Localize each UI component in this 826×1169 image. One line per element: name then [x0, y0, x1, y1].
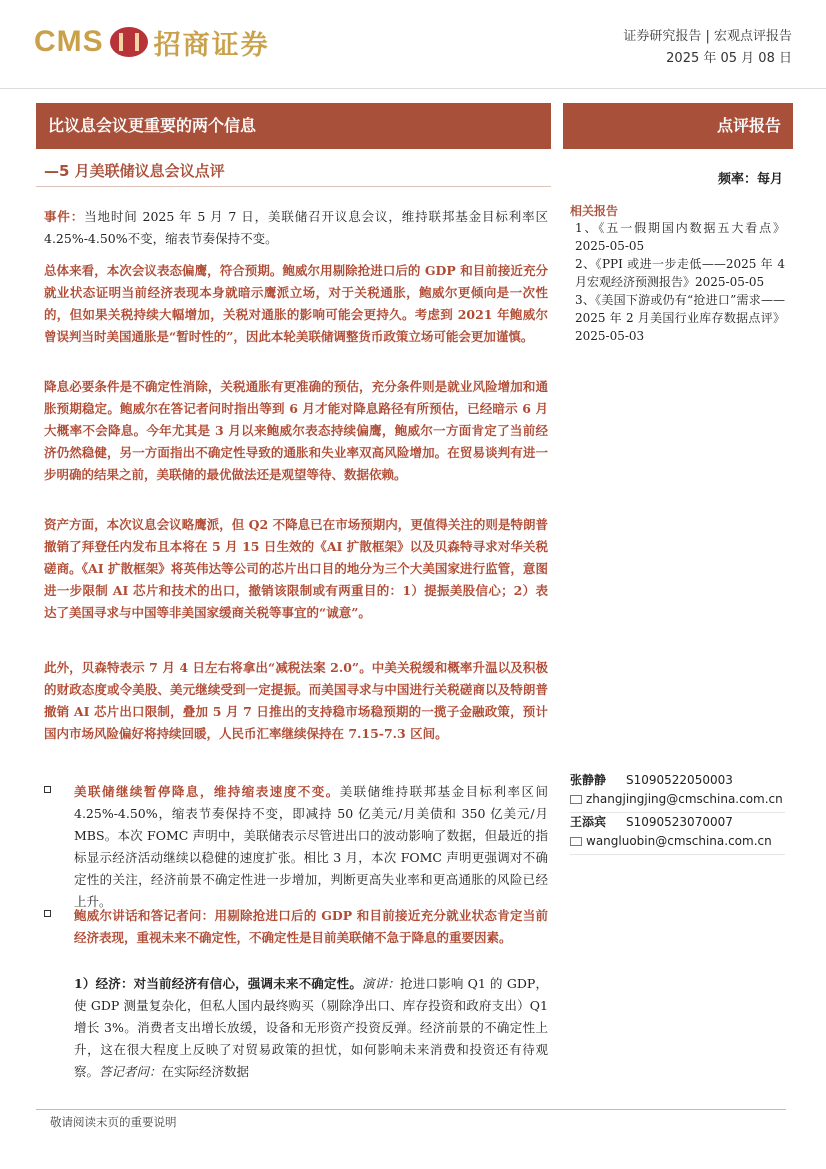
report-date: 2025 年 05 月 08 日: [666, 51, 792, 66]
sub-point-lead: 1）经济：对当前经济有信心，强调未来不确定性。: [74, 976, 363, 991]
frequency: 频率：每月: [718, 172, 784, 187]
footer-note: 敬请阅读末页的重要说明: [50, 1115, 177, 1129]
bullet-lead: 鲍威尔讲话和答记者问：用剔除抢进口后的 GDP 和目前接近充分就业状态肯定当前经济表现，重视未来不确定性，不确定性是目前美联储不急于降息的重要因素。: [74, 908, 548, 945]
company-logo: [34, 22, 270, 62]
analyst-cert: S1090522050003: [626, 773, 733, 787]
sub-point-text-2: 在实际经济数据: [161, 1064, 250, 1079]
summary-paragraph-3: 资产方面，本次议息会议略鹰派，但 Q2 不降息已在市场预期内，更值得关注的则是特朗普撤销了拜登任内发布且本将在 5 月 15 日生效的《AI 扩散框架》以及贝森特寻求对华关税磋商。《AI 扩散框架》将英伟达等公司的芯片出口目的地分为三个大美国家进行监管，意图进一步限制 AI 芯片和技术的出口，撤销该限制或有两重目的：1）提振美股信心；2）表达了美国寻求与中国等非美国家缓商关税等事宜的“诚意”。: [44, 517, 548, 620]
logo-chinese: 招商证券: [153, 29, 270, 61]
logo-emblem-icon: [110, 27, 148, 57]
analyst-email[interactable]: zhangjingjing@cmschina.com.cn: [586, 792, 783, 806]
logo-latin: CMS: [34, 25, 104, 58]
sub-point-text-1: 抢进口影响 Q1 的 GDP，使 GDP 测量复杂化，但私人国内最终购买（剔除净出口、库存投资和政府支出）Q1 增长 3%。消费者支出增长放缓，设备和无形资产投资反弹。经济前景的不确定性上升，这在很大程度上反映了对贸易政策的担忧，如何影响未来消费和投资还有待观察。: [74, 976, 548, 1079]
analyst-card: [570, 771, 783, 809]
analyst-divider: [570, 854, 785, 855]
bullet-text: 美联储维持联邦基金目标利率区间 4.25%-4.50%，缩表节奏保持不变，即减持 50 亿美元/月美债和 350 亿美元/月 MBS。本次 FOMC 声明中，美联储表示尽管进出口的波动影响了数据，但最近的指标显示经济活动继续以稳健的速度扩张。相比 3 月，本次 FOMC 声明更强调对不确定性的关注，经济前景不确定性进一步增加，判断更高失业率和更高通胀的风险已经上升。: [74, 784, 548, 909]
header-meta: [623, 26, 792, 70]
summary-paragraph-4: 此外，贝森特表示 7 月 4 日左右将拿出“减税法案 2.0”。中美关税缓和概率升温以及积极的财政态度或令美股、美元继续受到一定提振。而美国寻求与中国进行关税磋商以及特朗普撤销 AI 芯片出口限制，叠加 5 月 7 日推出的支持稳市场稳预期的一揽子金融政策，预计国内市场风险偏好将持续回暖，人民币汇率继续保持在 7.15-7.3 区间。: [44, 660, 548, 741]
report-type: 点评报告: [563, 103, 793, 149]
checkbox-bullet-icon: [44, 786, 51, 793]
subtitle-divider: [36, 186, 551, 187]
related-reports-heading: 相关报告: [570, 204, 619, 218]
speech-label: 演讲：: [362, 976, 401, 991]
report-category: 证券研究报告 | 宏观点评报告: [623, 29, 792, 44]
event-paragraph: [44, 206, 548, 250]
analyst-name: 王添宾: [570, 815, 607, 829]
related-report-link[interactable]: 3、《美国下游或仍有“抢进口”需求——2025 年 2 月美国行业库存数据点评》2025-05-03: [575, 293, 785, 343]
analyst-cert: S1090523070007: [626, 815, 733, 829]
email-icon: [570, 795, 582, 804]
qa-label: 答记者问：: [99, 1064, 162, 1079]
footer-divider: [36, 1109, 786, 1110]
analyst-name: 张静静: [570, 773, 607, 787]
sub-point-paragraph: [74, 973, 548, 1083]
checkbox-bullet-icon: [44, 910, 51, 917]
event-text: 当地时间 2025 年 5 月 7 日，美联储召开议息会议，维持联邦基金目标利率区 4.25%-4.50%不变，缩表节奏保持不变。: [44, 209, 548, 246]
related-report-link[interactable]: 1、《五一假期国内数据五大看点》2025-05-05: [575, 221, 785, 253]
bullet-item: [44, 905, 548, 949]
email-icon: [570, 837, 582, 846]
summary-paragraph-1: 总体来看，本次会议表态偏鹰，符合预期。鲍威尔用剔除抢进口后的 GDP 和目前接近充分就业状态证明当前经济表现本身就暗示鹰派立场，对于关税通胀，鲍威尔更倾向是一次性的，但如果关税持续大幅增加，关税对通胀的影响可能会更持久。考虑到 2021 年鲍威尔曾误判当时美国通胀是“暂时性的”，因此本轮美联储调整货币政策立场可能会更加谨慎。: [44, 263, 548, 344]
related-reports-list: [575, 219, 785, 345]
bullet-item: [44, 781, 548, 913]
event-label: 事件：: [44, 209, 85, 224]
analyst-card: [570, 813, 772, 851]
summary-paragraph-2: 降息必要条件是不确定性消除，关税通胀有更准确的预估，充分条件则是就业风险增加和通胀预期稳定。鲍威尔在答记者问时指出等到 6 月才能对降息路径有所预估，已经暗示 6 月大概率不会降息。今年尤其是 3 月以来鲍威尔表态持续偏鹰，鲍威尔一方面肯定了当前经济仍然稳健，另一方面指出不确定性导致的通胀和失业率双高风险增加。在贸易谈判有进一步明确的结果之前，美联储的最优做法还是观望等待、数据依赖。: [44, 379, 548, 482]
related-report-link[interactable]: 2、《PPI 或进一步走低——2025 年 4 月宏观经济预测报告》2025-05-05: [575, 257, 785, 289]
analyst-email[interactable]: wangluobin@cmschina.com.cn: [586, 834, 772, 848]
report-title: 比议息会议更重要的两个信息: [36, 103, 551, 149]
header-divider: [0, 88, 826, 89]
report-subtitle: —5 月美联储议息会议点评: [44, 162, 225, 180]
bullet-lead: 美联储继续暂停降息，维持缩表速度不变。: [74, 784, 340, 799]
